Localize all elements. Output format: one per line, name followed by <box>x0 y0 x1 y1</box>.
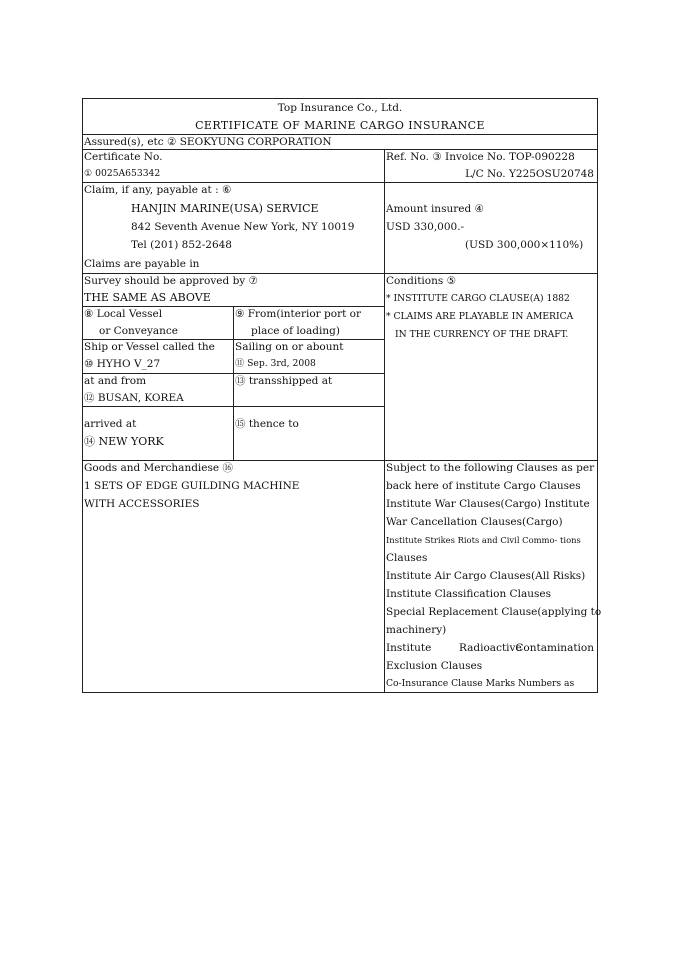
sailing-label: Sailing on or abount <box>235 341 344 353</box>
condition-item: IN THE CURRENCY OF THE DRAFT. <box>395 329 569 340</box>
goods-label: Goods and Merchandiese ⑯ <box>84 462 233 474</box>
local-vessel-label: ⑧ Local Vessel <box>84 308 163 320</box>
clause-line: Subject to the following Clauses as per <box>386 462 595 474</box>
clause-line: Radioactive <box>459 642 522 654</box>
certificate-form <box>82 98 602 693</box>
column-divider <box>384 149 385 692</box>
condition-item: * INSTITUTE CARGO CLAUSE(A) 1882 <box>386 293 570 304</box>
arrived-label: arrived at <box>84 418 137 430</box>
thence-label: ⑮ thence to <box>235 418 299 430</box>
certificate-label: Certificate No. <box>84 151 163 163</box>
clause-line: Institute <box>386 642 432 654</box>
claims-payable-in: Claims are payable in <box>84 258 200 270</box>
local-vessel-label-2: or Conveyance <box>99 325 178 337</box>
amount-value: USD 330,000.- <box>386 221 465 233</box>
clause-line: Institute Air Cargo Clauses(All Risks) <box>386 570 586 582</box>
certificate-title: CERTIFICATE OF MARINE CARGO INSURANCE <box>195 119 485 132</box>
clause-line: Institute Strikes Riots and Civil Commo- tions <box>386 535 581 545</box>
claim-agent: HANJIN MARINE(USA) SERVICE <box>131 202 319 215</box>
at-from-value: ⑫ BUSAN, KOREA <box>84 392 184 404</box>
company-name: Top Insurance Co., Ltd. <box>277 102 403 114</box>
transshipped-label: ⑬ transshipped at <box>235 375 333 387</box>
claim-label: Claim, if any, payable at : ⑥ <box>84 184 232 196</box>
certificate-number: ① 0025A653342 <box>84 168 161 179</box>
survey-label: Survey should be approved by ⑦ <box>84 275 258 287</box>
clause-line: War Cancellation Clauses(Cargo) <box>386 516 563 528</box>
amount-label: Amount insured ④ <box>386 203 484 215</box>
column-divider <box>233 306 234 460</box>
claim-address: 842 Seventh Avenue New York, NY 10019 <box>131 221 355 233</box>
clause-line: Contamination <box>515 642 594 654</box>
goods-line-2: WITH ACCESSORIES <box>84 498 200 510</box>
at-from-label: at and from <box>84 375 147 387</box>
survey-value: THE SAME AS ABOVE <box>84 291 211 304</box>
clause-line: Clauses <box>386 552 428 564</box>
amount-calculation: (USD 300,000×110%) <box>465 239 584 251</box>
condition-item: * CLAIMS ARE PLAYABLE IN AMERICA <box>386 311 574 322</box>
conditions-label: Conditions ⑤ <box>386 275 456 287</box>
clause-line: Institute Classification Clauses <box>386 588 551 600</box>
from-label: ⑨ From(interior port or <box>235 308 361 320</box>
ref-invoice: Ref. No. ③ Invoice No. TOP-090228 <box>386 151 575 163</box>
clause-line: Co-Insurance Clause Marks Numbers as <box>386 678 575 689</box>
clause-line: machinery) <box>386 624 447 636</box>
ship-label: Ship or Vessel called the <box>84 341 215 353</box>
clause-line: Exclusion Clauses <box>386 660 483 672</box>
lc-number: L/C No. Y225OSU20748 <box>465 168 594 180</box>
clause-line: Institute War Clauses(Cargo) Institute <box>386 498 590 510</box>
clause-line: back here of institute Cargo Clauses <box>386 480 581 492</box>
ship-value: ⑩ HYHO V_27 <box>84 358 161 370</box>
arrived-value: ⑭ NEW YORK <box>84 435 164 448</box>
clause-line: Special Replacement Clause(applying to <box>386 606 602 618</box>
from-label-2: place of loading) <box>251 325 340 337</box>
sailing-date: ⑪ Sep. 3rd, 2008 <box>235 358 316 369</box>
assured-field: Assured(s), etc ② SEOKYUNG CORPORATION <box>84 136 332 148</box>
claim-tel: Tel (201) 852-2648 <box>131 239 232 251</box>
goods-line-1: 1 SETS OF EDGE GUILDING MACHINE <box>84 480 300 492</box>
